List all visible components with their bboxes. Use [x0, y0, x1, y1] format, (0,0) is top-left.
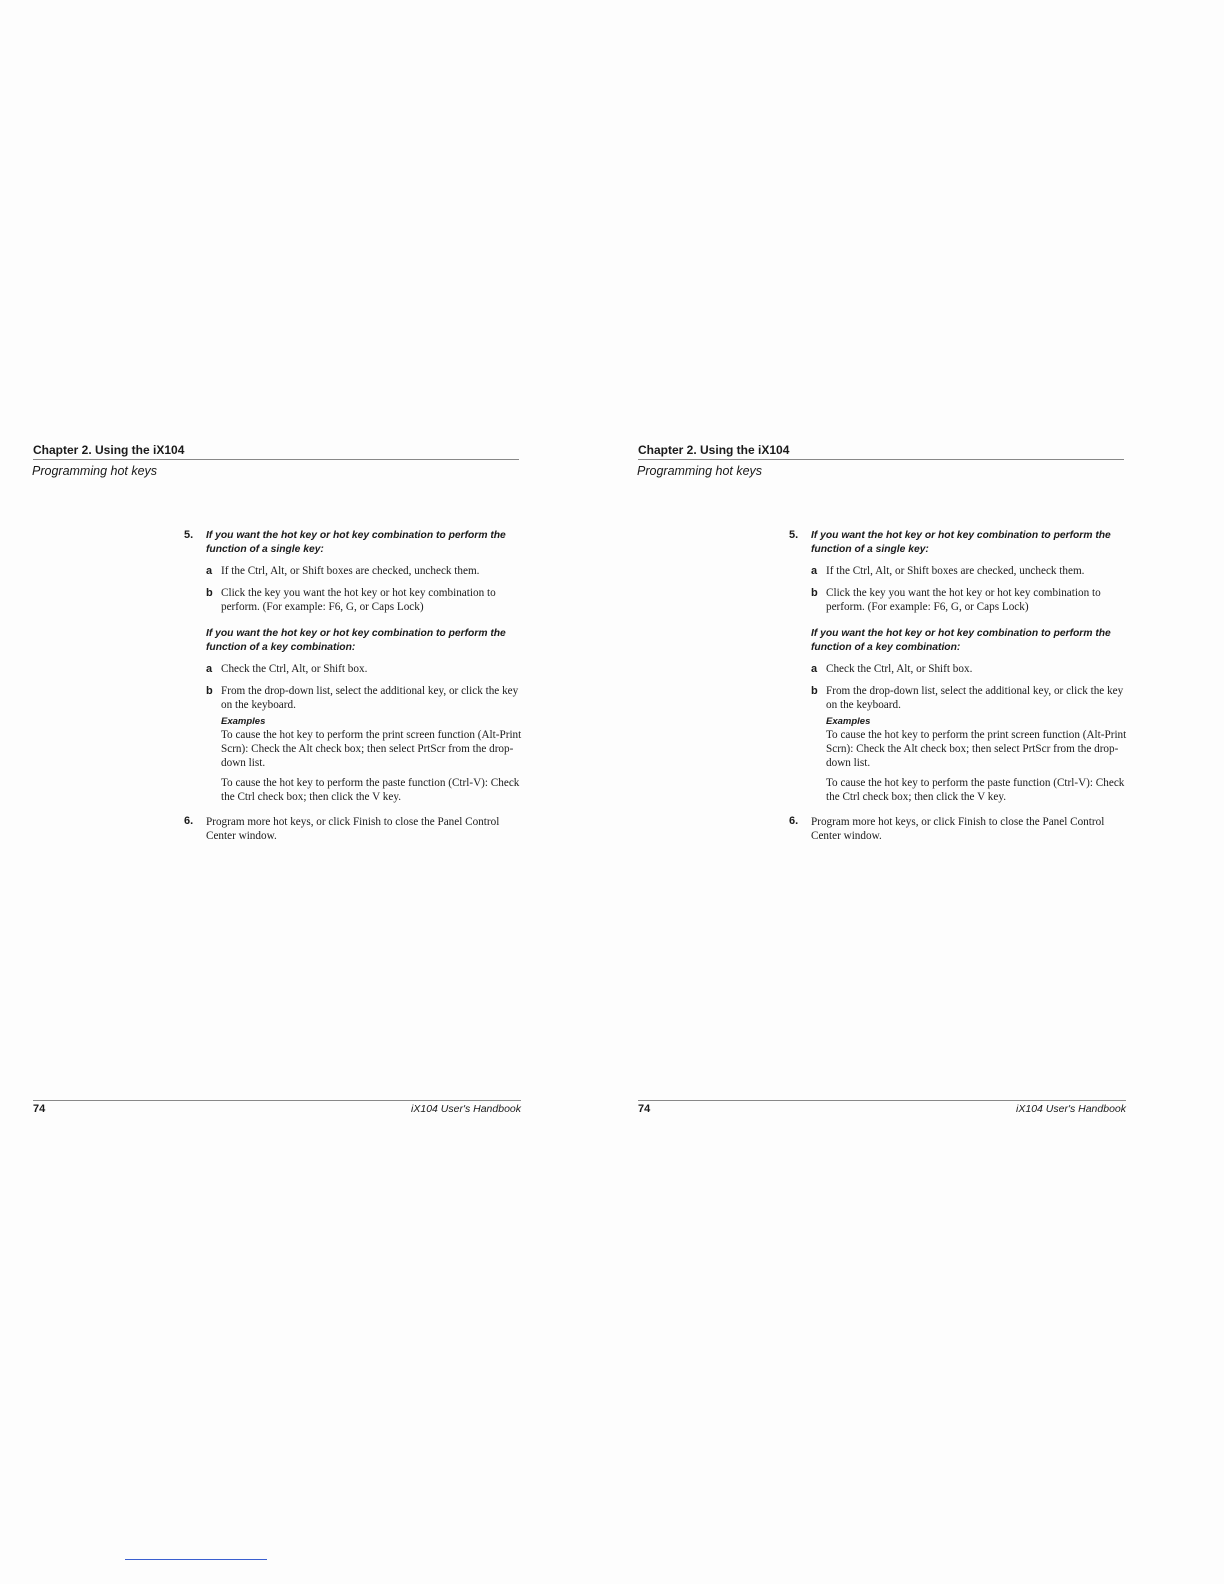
- step-6: [787, 815, 1127, 843]
- book-title: iX104 User's Handbook: [1016, 1103, 1126, 1115]
- substep-a: [206, 564, 522, 578]
- header-rule: [638, 459, 1124, 460]
- substep-text: If the Ctrl, Alt, or Shift boxes are checked, uncheck them.: [826, 565, 1085, 577]
- lead-single-key: If you want the hot key or hot key combination to perform the function of a single key:: [206, 530, 506, 555]
- link-underline: [125, 1559, 267, 1560]
- substep-text: Check the Ctrl, Alt, or Shift box.: [826, 663, 973, 675]
- substep-letter: b: [811, 587, 818, 599]
- substep-text: From the drop-down list, select the additional key, or click the key on the keyboard.: [826, 685, 1124, 711]
- step-number: 5.: [184, 529, 194, 541]
- page-number: 74: [638, 1103, 651, 1115]
- section-title: Programming hot keys: [637, 464, 763, 478]
- step-5: [182, 529, 522, 804]
- substep-letter: a: [811, 663, 818, 675]
- substep-a: [206, 662, 522, 676]
- chapter-title: Chapter 2. Using the iX104: [638, 443, 790, 457]
- substep-b: [811, 684, 1127, 804]
- substep-a: [811, 662, 1127, 676]
- lead-key-combination: If you want the hot key or hot key combination to perform the function of a key combination:: [811, 628, 1111, 653]
- page-right: [605, 0, 1217, 1584]
- example-print-screen: To cause the hot key to perform the print screen function (Alt-Print Scrn): Check the Alt check box; then select PrtScr from the drop-down list.: [826, 729, 1127, 769]
- substep-text: Check the Ctrl, Alt, or Shift box.: [221, 663, 368, 675]
- substep-letter: a: [206, 663, 213, 675]
- lead-key-combination: If you want the hot key or hot key combination to perform the function of a key combination:: [206, 628, 506, 653]
- examples-label: Examples: [826, 716, 871, 727]
- substep-text: Click the key you want the hot key or hot key combination to perform. (For example: F6, G, or Caps Lock): [221, 587, 496, 613]
- substep-text: Click the key you want the hot key or hot key combination to perform. (For example: F6, G, or Caps Lock): [826, 587, 1101, 613]
- step-text: Program more hot keys, or click Finish to close the Panel Control Center window.: [811, 816, 1105, 842]
- example-paste: To cause the hot key to perform the paste function (Ctrl-V): Check the Ctrl check box; then click the V key.: [826, 777, 1125, 803]
- substep-a: [811, 564, 1127, 578]
- page-number: 74: [33, 1103, 46, 1115]
- substep-text: If the Ctrl, Alt, or Shift boxes are checked, uncheck them.: [221, 565, 480, 577]
- book-title: iX104 User's Handbook: [411, 1103, 521, 1115]
- substep-letter: b: [206, 587, 213, 599]
- substep-letter: a: [811, 565, 818, 577]
- substep-b: [206, 684, 522, 804]
- substep-b: [811, 586, 1127, 614]
- step-number: 6.: [789, 815, 799, 827]
- step-text: Program more hot keys, or click Finish to close the Panel Control Center window.: [206, 816, 500, 842]
- footer-rule: [33, 1100, 521, 1101]
- step-6: [182, 815, 522, 843]
- step-5: [787, 529, 1127, 804]
- substep-text: From the drop-down list, select the additional key, or click the key on the keyboard.: [221, 685, 519, 711]
- step-number: 5.: [789, 529, 799, 541]
- chapter-title: Chapter 2. Using the iX104: [33, 443, 185, 457]
- instructions: [787, 529, 1127, 843]
- step-number: 6.: [184, 815, 194, 827]
- header-rule: [33, 459, 519, 460]
- instructions: [182, 529, 522, 843]
- examples-label: Examples: [221, 716, 266, 727]
- substep-letter: a: [206, 565, 213, 577]
- substep-letter: b: [206, 685, 213, 697]
- footer-rule: [638, 1100, 1126, 1101]
- example-paste: To cause the hot key to perform the paste function (Ctrl-V): Check the Ctrl check box; then click the V key.: [221, 777, 520, 803]
- section-title: Programming hot keys: [32, 464, 158, 478]
- substep-b: [206, 586, 522, 614]
- lead-single-key: If you want the hot key or hot key combination to perform the function of a single key:: [811, 530, 1111, 555]
- example-print-screen: To cause the hot key to perform the print screen function (Alt-Print Scrn): Check the Alt check box; then select PrtScr from the drop-down list.: [221, 729, 522, 769]
- substep-letter: b: [811, 685, 818, 697]
